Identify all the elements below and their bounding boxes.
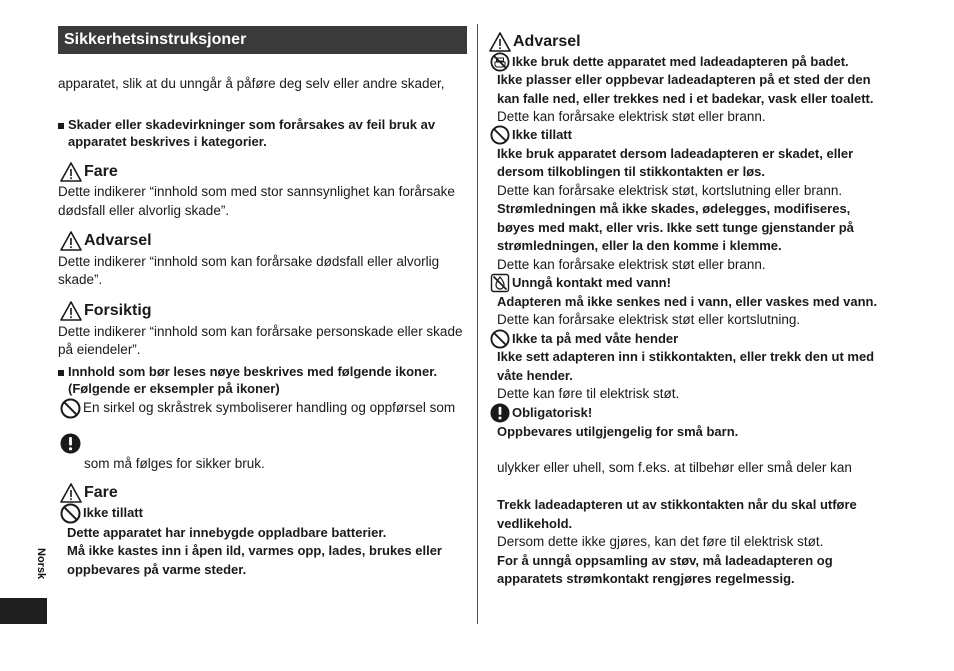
no-water-icon <box>490 273 510 293</box>
warning-triangle-icon <box>60 231 82 251</box>
mandatory-label-text: Obligatorisk! <box>512 404 593 420</box>
fare2-line3: oppbevares på varme steder. <box>67 562 247 577</box>
forsiktig-heading <box>60 301 152 321</box>
forsiktig-desc-line1: Dette indikerer “innhold som kan forårsake personskade eller skade <box>58 324 463 339</box>
bullet-categories-line2: apparatet beskrives i kategorier. <box>68 134 267 149</box>
circle-explanation <box>60 398 455 419</box>
advarsel-desc-line2: skade”. <box>58 272 103 287</box>
prohib1-note: Dette kan forårsake elektrisk støt, kortslutning eller brann. <box>497 183 843 198</box>
accident-line: ulykker eller uhell, som f.eks. at tilbehør eller små deler kan <box>497 460 852 475</box>
must-follow-text: som må følges for sikker bruk. <box>84 456 265 471</box>
bullet-icons-line2: (Følgende er eksempler på ikoner) <box>68 381 280 396</box>
prohib1-line1: Ikke bruk apparatet dersom ladeadapteren er skadet, eller <box>497 146 854 161</box>
bath-line1: Ikke plasser eller oppbevar ladeadapteren på et sted der den <box>497 72 871 87</box>
mandatory-icon <box>490 403 510 423</box>
column-divider <box>477 24 478 624</box>
bath-note: Dette kan forårsake elektrisk støt eller brann. <box>497 109 766 124</box>
mandatory-icon <box>60 433 81 454</box>
prohibition-icon <box>490 329 510 349</box>
prohib1-line2: dersom tilkoblingen til stikkontakten er løs. <box>497 164 765 179</box>
fare2-heading <box>60 483 118 503</box>
bullet-icon <box>58 123 64 129</box>
mandatory-label <box>490 403 592 423</box>
fare-heading <box>60 162 118 182</box>
warning-triangle-icon <box>60 162 82 182</box>
bullet-icon <box>58 370 64 376</box>
advarsel-title: Advarsel <box>84 232 152 249</box>
warning-triangle-icon <box>60 483 82 503</box>
wet-hands-line2: våte hender. <box>497 368 573 383</box>
prohib1-label <box>490 125 572 145</box>
mandatory-line1: Oppbevares utilgjengelig for små barn. <box>497 424 739 439</box>
maint-note: Dersom dette ikke gjøres, kan det føre til elektrisk støt. <box>497 534 824 549</box>
prohib1-line4: bøyes med makt, eller vris. Ikke sett tunge gjenstander på <box>497 220 854 235</box>
water-note: Dette kan forårsake elektrisk støt eller kortslutning. <box>497 312 801 327</box>
no-bathroom-icon <box>490 52 510 72</box>
warning-triangle-icon <box>489 32 511 52</box>
prohibition-icon <box>60 398 81 419</box>
forsiktig-title: Forsiktig <box>84 302 152 319</box>
maint-line3: For å unngå oppsamling av støv, må ladeadapteren og <box>497 553 833 568</box>
intro-line: apparatet, slik at du unngår å påføre deg selv eller andre skader, <box>58 76 445 91</box>
bullet-categories-text: Skader eller skadevirkninger som forårsakes av feil bruk av <box>68 117 436 132</box>
bullet-icons-text: Innhold som bør leses nøye beskrives med følgende ikoner. <box>68 364 438 379</box>
fare-title: Fare <box>84 163 118 180</box>
fare2-label-text: Ikke tillatt <box>83 505 143 521</box>
wet-hands-line1: Ikke sett adapteren inn i stikkontakten, eller trekk den ut med <box>497 349 875 364</box>
advarsel-desc-line1: Dette indikerer “innhold som kan forårsake dødsfall eller alvorlig <box>58 254 440 269</box>
fare-desc-line1: Dette indikerer “innhold som med stor sannsynlighet kan forårsake <box>58 184 455 199</box>
warning-triangle-icon <box>60 301 82 321</box>
bath-label-text: Ikke bruk dette apparatet med ladeadapteren på badet. <box>512 53 849 69</box>
prohib1-label-text: Ikke tillatt <box>512 126 572 142</box>
advarsel-heading <box>60 231 152 251</box>
water-label-text: Unngå kontakt med vann! <box>512 274 671 290</box>
maint-line4: apparatets strømkontakt rengjøres regelmessig. <box>497 571 795 586</box>
fare2-title: Fare <box>84 484 118 501</box>
bath-label <box>490 52 849 72</box>
right-advarsel-title: Advarsel <box>513 33 581 50</box>
prohibition-icon <box>60 503 81 524</box>
water-label <box>490 273 671 293</box>
wet-hands-note: Dette kan føre til elektrisk støt. <box>497 386 680 401</box>
maint-line1: Trekk ladeadapteren ut av stikkontakten når du skal utføre <box>497 497 857 512</box>
bullet-categories-line1 <box>58 116 435 135</box>
prohib1-note2: Dette kan forårsake elektrisk støt eller brann. <box>497 257 766 272</box>
language-tab-label: Norsk <box>35 548 47 580</box>
wet-hands-label-text: Ikke ta på med våte hender <box>512 330 679 346</box>
prohib1-line3: Strømledningen må ikke skades, ødelegges, modifiseres, <box>497 201 851 216</box>
forsiktig-desc-line2: på eiendeler”. <box>58 342 141 357</box>
bullet-icons-line1 <box>58 363 437 382</box>
circle-explanation-text: En sirkel og skråstrek symboliserer handling og oppførsel som <box>83 400 456 416</box>
wet-hands-label <box>490 329 678 349</box>
maint-line2: vedlikehold. <box>497 516 573 531</box>
fare2-line1: Dette apparatet har innebygde oppladbare batterier. <box>67 525 387 540</box>
fare2-line2: Må ikke kastes inn i åpen ild, varmes opp, lades, brukes eller <box>67 543 442 558</box>
prohibition-icon <box>490 125 510 145</box>
language-tab-marker <box>0 598 47 624</box>
prohib1-line5: strømledningen, eller la den komme i klemme. <box>497 238 782 253</box>
fare-desc-line2: dødsfall eller alvorlig skade”. <box>58 203 230 218</box>
page-heading: Sikkerhetsinstruksjoner <box>58 26 467 54</box>
right-advarsel-heading <box>489 32 581 52</box>
bath-line2: kan falle ned, eller trekkes ned i et badekar, vask eller toalett. <box>497 91 874 106</box>
water-line1: Adapteren må ikke senkes ned i vann, eller vaskes med vann. <box>497 294 878 309</box>
fare2-label <box>60 503 143 524</box>
